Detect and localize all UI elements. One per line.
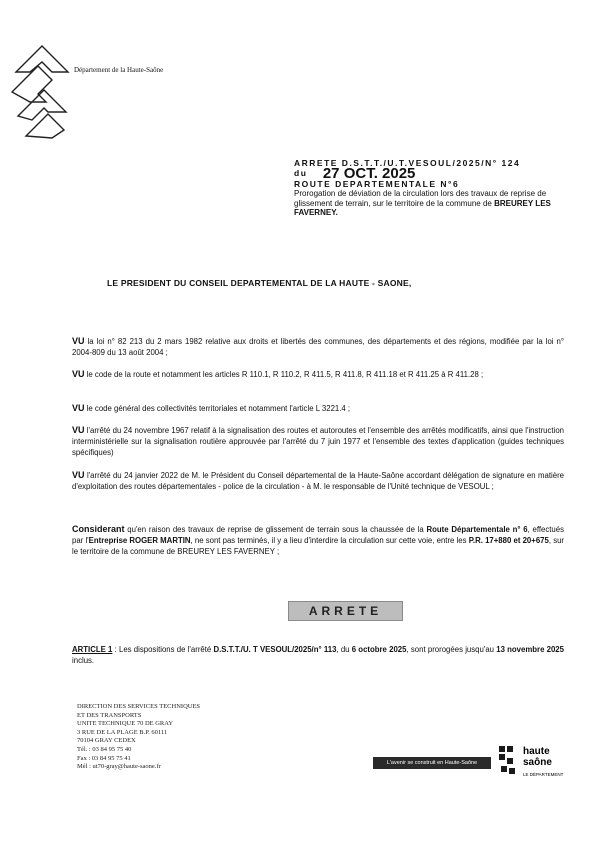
vu-paragraph: VU le code général des collectivités territoriales et notamment l'article L 3221.4 ;: [72, 403, 351, 413]
svg-text:saône: saône: [523, 757, 552, 768]
footer-slogan: L'avenir se construit en Haute-Saône: [373, 757, 491, 769]
vu-paragraph: VU l'arrêté du 24 janvier 2022 de M. le Président du Conseil départemental de la Haute-Saône accordant délégation de signature en matière d'exploitation des routes départementales - police de la circulation - à M. le responsable de l'Unité technique de VESOUL ;: [72, 470, 565, 491]
arrete-header: [294, 158, 566, 218]
du-label: du: [294, 168, 308, 178]
vu-paragraph: VU la loi n° 82 213 du 2 mars 1982 relative aux droits et libertés des communes, des départements et des régions, modifiée par la loi n° 2004-809 du 13 août 2004 ;: [72, 336, 564, 357]
arrete-date-stamp: 27 OCT. 2025: [322, 165, 416, 182]
arrete-reference: ARRETE D.S.T.T./U.T.VESOUL/2025/N° 124: [294, 158, 521, 168]
arrete-object: Prorogation de déviation de la circulation lors des travaux de reprise de glissement de terrain, sur le territoire de la commune de BREUREY LES FAVERNEY.: [294, 189, 551, 217]
president-title: LE PRESIDENT DU CONSEIL DEPARTEMENTAL DE LA HAUTE - SAONE,: [107, 278, 412, 288]
article-1-label: ARTICLE 1: [72, 645, 113, 654]
haute-saone-mark-icon: [497, 740, 577, 780]
route-title: ROUTE DEPARTEMENTALE N°6: [294, 179, 460, 189]
article-1: ARTICLE 1 : Les dispositions de l'arrêté D.S.T.T./U. T VESOUL/2025/n° 113, du 6 octobre 2025, sont prorogées jusqu'au 13 novembre 2025 inclus.: [72, 645, 564, 665]
department-name: Département de la Haute-Saône: [74, 66, 164, 74]
commune-name: BREUREY LES FAVERNEY.: [294, 198, 551, 217]
haute-saone-logo: [497, 740, 577, 780]
vu-paragraph: VU le code de la route et notamment les articles R 110.1, R 110.2, R 411.5, R 411.8, R 411.18 et R 411.25 à R 411.28 ;: [72, 369, 484, 379]
department-logo: [8, 42, 70, 140]
svg-text:haute: haute: [523, 746, 550, 757]
considerant-paragraph: Considerant qu'en raison des travaux de reprise de glissement de terrain sous la chaussée de la Route Départementale n° 6, effectués par l'Entreprise ROGER MARTIN, ne sont pas terminés, il y a lieu d'interdire la circulation sur cette voie, entre les P.R. 17+880 et 20+675, sur le territoire de la commune de BREUREY LES FAVERNEY ;: [72, 524, 565, 556]
vu-paragraph: VU l'arrêté du 24 novembre 1967 relatif à la signalisation des routes et autoroutes et l'ensemble des arrêtés modificatifs, ainsi que l'instruction interministérielle sur la signalisation routière approuvée par l'arrêté du 7 juin 1977 et l'ensemble des textes d'application (guides techniques spécifiques): [72, 425, 564, 457]
svg-text:LE DÉPARTEMENT: LE DÉPARTEMENT: [523, 772, 564, 777]
footer-address: DIRECTION DES SERVICES TECHNIQUES ET DES TRANSPORTS UNITE TECHNIQUE 70 DE GRAY 3 RUE DE LA PLAGE B.P. 60111 70104 GRAY CEDEX Tél. : 03 84 95 75 40 Fax : 03 84 95 75 41 Mél : ut70-gray@haute-saone.fr: [77, 703, 201, 771]
arrete-section-title: ARRETE: [288, 601, 403, 621]
